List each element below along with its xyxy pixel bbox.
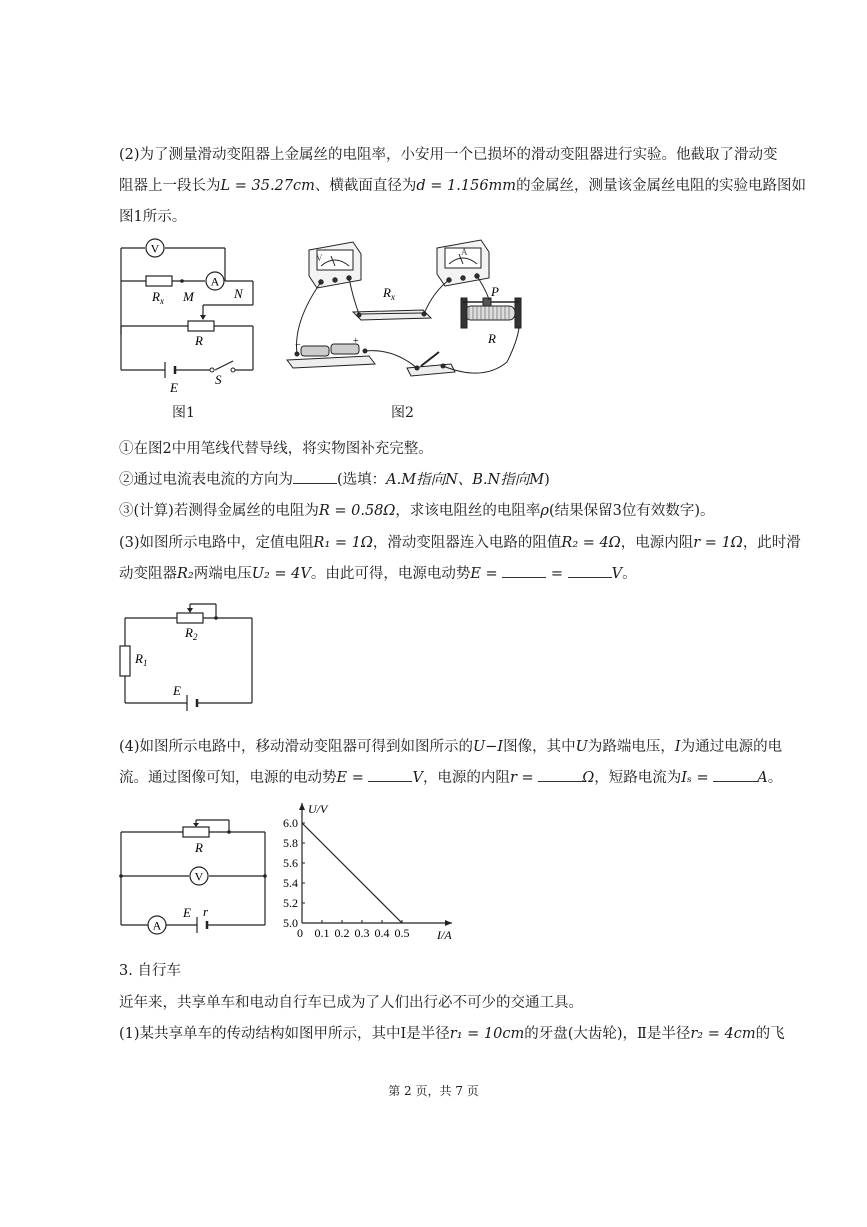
text: (4)如图所示电路中，移动滑动变阻器可得到如图所示的: [119, 739, 474, 755]
q1: ①在图2中用笔线代替导线，将实物图补充完整。: [119, 441, 433, 457]
battery-minus: −: [295, 340, 301, 351]
text: (选填：: [337, 472, 387, 488]
unit-a: A: [757, 770, 768, 786]
figure-1-circuit: [115, 235, 265, 400]
p2-line3: 图1所示。: [119, 209, 187, 225]
resistance-value: R = 0.58Ω: [318, 503, 396, 519]
device-a-label: A: [461, 247, 468, 257]
ammeter-label: A: [210, 274, 220, 289]
x-axis-arrow: [445, 920, 452, 926]
figure-3-circuit: [115, 590, 260, 715]
ui-chart: [280, 795, 470, 945]
rheostat-r: [188, 321, 214, 331]
voltmeter-label: V: [194, 869, 204, 884]
label-r-4: R: [195, 840, 203, 855]
label-s: S: [215, 372, 222, 387]
answer-blank-e[interactable]: [368, 767, 412, 782]
label-p: P: [491, 284, 499, 299]
text: 。: [767, 770, 783, 786]
text: (结果保留3位有效数字)。: [548, 503, 715, 519]
x-tick-label: 0: [297, 926, 303, 940]
label-e-3: E: [173, 683, 181, 698]
p4-line2: [119, 766, 782, 787]
u-symbol: U: [575, 739, 588, 755]
ui-symbol: U−I: [473, 739, 504, 755]
section-heading: 3. 自行车: [119, 963, 181, 979]
text: 的牙盘(大齿轮)，Ⅱ是半径: [524, 1026, 691, 1042]
label-rx: $R_x$: [152, 289, 164, 306]
text: 流。通过图像可知，电源的电动势: [119, 770, 337, 786]
text: 的金属丝，测量该金属丝电阻的实验电路图如: [516, 178, 807, 194]
label-r1: $R_1$: [135, 651, 148, 668]
label-e-4: E: [183, 905, 191, 920]
y-axis-label: U/V: [308, 802, 328, 816]
rheostat-r: [183, 827, 209, 837]
label-n: N: [234, 286, 243, 301]
text: 为路端电压，: [587, 739, 675, 755]
r-symbol: r =: [509, 770, 534, 786]
length-value: L = 35.27cm: [220, 178, 315, 194]
x-tick-label: 0.2: [334, 926, 350, 940]
text: 阻器上一段长为: [119, 178, 221, 194]
x-tick-label: 0.5: [394, 926, 410, 940]
y-axis-arrow: [299, 803, 305, 810]
label-r-internal: r: [203, 904, 209, 919]
resistor-r2: [177, 613, 203, 623]
p3-line2: [119, 562, 637, 583]
q2: [119, 468, 550, 489]
r2-symbol: R₂: [177, 566, 194, 582]
figure-4-circuit: [115, 810, 275, 935]
r2-value: R₂ = 4Ω: [561, 535, 621, 551]
text: ，求该电阻丝的电阻率: [395, 503, 541, 519]
ammeter-label: A: [152, 918, 162, 933]
resistor-r1: [120, 646, 130, 676]
internal-r-value: r = 1Ω: [693, 535, 743, 551]
rho-symbol: ρ: [540, 503, 549, 519]
y-tick-label: 6.0: [283, 816, 298, 830]
y-tick-label: 5.4: [283, 876, 298, 890]
figure-1-caption: 图1: [172, 405, 195, 421]
battery-plus: +: [353, 336, 359, 347]
p5-line1: 近年来，共享单车和电动自行车已成为了人们出行必不可少的交通工具。: [119, 995, 583, 1011]
x-tick-label: 0.4: [374, 926, 390, 940]
y-tick-label: 5.0: [283, 916, 298, 930]
answer-blank[interactable]: [293, 469, 337, 484]
emf-symbol: E =: [336, 770, 364, 786]
unit-v: V: [611, 566, 623, 582]
text: ，滑动变阻器连入电路的阻值: [372, 535, 562, 551]
figure-2-apparatus: [283, 232, 538, 382]
text: 、横截面直径为: [314, 178, 417, 194]
answer-blank-1[interactable]: [502, 563, 546, 578]
page-footer: 第 2 页，共 7 页: [388, 1084, 479, 1098]
x-tick-label: 0.3: [354, 926, 370, 940]
text: ，电源的内阻: [422, 770, 510, 786]
rheostat-device: [461, 298, 521, 328]
label-r2: $R_2$: [185, 625, 198, 642]
diameter-value: d = 1.156mm: [416, 178, 517, 194]
text: 。由此可得，电源电动势: [310, 566, 471, 582]
switch-device: [407, 352, 455, 376]
label-m: M: [183, 289, 194, 304]
text: 两端电压: [193, 566, 252, 582]
p2-line1: (2)为了测量滑动变阻器上金属丝的电阻率，小安用一个已损坏的滑动变阻器进行实验。他截取了滑动变: [119, 147, 778, 163]
i-symbol: I: [674, 739, 681, 755]
q3: [119, 499, 715, 520]
series-line: [302, 823, 402, 923]
r2-radius: r₂ = 4cm: [690, 1026, 756, 1042]
unit-ohm: Ω: [582, 770, 595, 786]
voltmeter-device: [309, 242, 361, 288]
text: 图像，其中: [503, 739, 576, 755]
figure-2-caption: 图2: [391, 405, 414, 421]
answer-blank-r[interactable]: [538, 767, 582, 782]
label-e: E: [170, 380, 178, 395]
voltmeter-label: V: [150, 241, 160, 256]
answer-blank-2[interactable]: [568, 563, 612, 578]
text: ): [544, 472, 550, 488]
rx-board: [353, 310, 431, 320]
label-rx-2: $R_x$: [383, 285, 395, 302]
options: A.M指向N、B.N指向M: [386, 472, 545, 488]
text: 为通过电源的电: [680, 739, 783, 755]
p3-line1: [119, 531, 801, 552]
device-v-label: V: [316, 253, 323, 263]
answer-blank-is[interactable]: [713, 767, 757, 782]
text: (3)如图所示电路中，定值电阻: [119, 535, 314, 551]
x-tick-label: 0.1: [314, 926, 330, 940]
p5-line2: [119, 1022, 785, 1043]
text: =: [550, 566, 564, 582]
x-axis-label: I/A: [437, 928, 452, 942]
label-r-2: R: [488, 331, 496, 346]
y-tick-label: 5.6: [283, 856, 298, 870]
y-tick-label: 5.8: [283, 836, 298, 850]
is-symbol: Iₛ =: [681, 770, 709, 786]
r1-radius: r₁ = 10cm: [449, 1026, 525, 1042]
unit-v: V: [412, 770, 423, 786]
text: 的飞: [755, 1026, 785, 1042]
text: ，电源内阻: [620, 535, 694, 551]
label-r: R: [195, 333, 203, 348]
resistor-rx: [146, 276, 172, 286]
text: ②通过电流表电流的方向为: [119, 472, 293, 488]
p2-line2: [119, 174, 806, 195]
y-tick-label: 5.2: [283, 896, 298, 910]
r1-value: R₁ = 1Ω: [313, 535, 373, 551]
text: ，短路电流为: [594, 770, 682, 786]
text: 。: [622, 566, 637, 582]
emf-symbol: E =: [470, 566, 498, 582]
text: ，此时滑: [742, 535, 801, 551]
text: ③(计算)若测得金属丝的电阻为: [119, 503, 319, 519]
text: 动变阻器: [119, 566, 177, 582]
u2-value: U₂ = 4V: [251, 566, 311, 582]
text: (1)某共享单车的传动结构如图甲所示，其中Ⅰ是半径: [119, 1026, 450, 1042]
p4-line1: [119, 735, 782, 756]
